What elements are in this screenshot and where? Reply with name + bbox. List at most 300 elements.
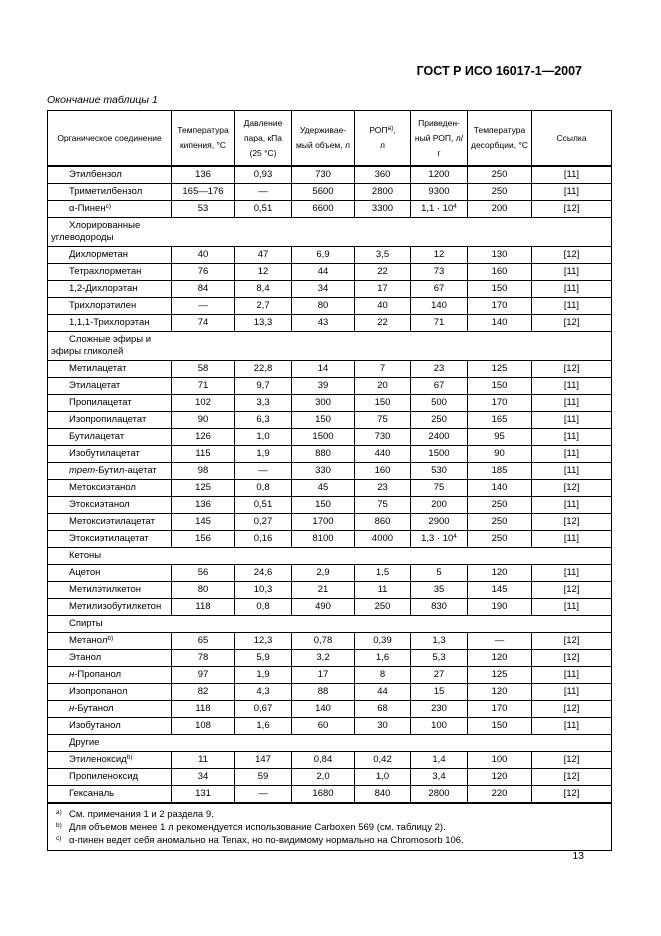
group-row-blank-cell bbox=[468, 218, 532, 247]
compound-label: 1,1,1-Трихлорэтан bbox=[69, 317, 150, 328]
cell-boiling-point bbox=[172, 786, 235, 804]
cell-value: [12] bbox=[563, 635, 580, 646]
cell-value: 10,3 bbox=[253, 584, 273, 595]
group-row-blank-cell bbox=[532, 548, 612, 565]
cell-value: 2800 bbox=[428, 788, 450, 799]
cell-value: — bbox=[198, 300, 208, 311]
cell-desorption-temp bbox=[468, 429, 532, 446]
cell-value: [12] bbox=[563, 771, 580, 782]
cell-value: 250 bbox=[491, 499, 508, 510]
table-row bbox=[48, 247, 612, 264]
compound-name bbox=[48, 184, 172, 201]
cell-value: 78 bbox=[197, 652, 209, 663]
cell-value: 2,9 bbox=[316, 567, 330, 578]
cell-reduced-rop bbox=[411, 633, 468, 650]
cell-reference bbox=[532, 752, 612, 769]
cell-value: 125 bbox=[491, 669, 508, 680]
cell-value: [11] bbox=[563, 266, 580, 277]
cell-value: 131 bbox=[195, 788, 211, 799]
compound-name bbox=[48, 412, 172, 429]
cell-retention-volume bbox=[292, 497, 355, 514]
cell-value: 120 bbox=[491, 771, 508, 782]
cell-boiling-point bbox=[172, 718, 235, 735]
cell-value: [11] bbox=[563, 397, 580, 408]
cell-reduced-rop bbox=[411, 718, 468, 735]
cell-retention-volume bbox=[292, 718, 355, 735]
column-header-compound: Органическое соединение bbox=[48, 111, 172, 167]
cell-value: 6,9 bbox=[316, 249, 330, 260]
cell-reduced-rop bbox=[411, 667, 468, 684]
cell-value: 58 bbox=[197, 363, 209, 374]
cell-desorption-temp bbox=[468, 786, 532, 804]
cell-vapor-pressure bbox=[235, 582, 292, 599]
cell-value: 190 bbox=[491, 601, 508, 612]
cell-boiling-point bbox=[172, 446, 235, 463]
cell-desorption-temp bbox=[468, 718, 532, 735]
compound-name bbox=[48, 480, 172, 497]
cell-retention-volume bbox=[292, 446, 355, 463]
compound-name bbox=[48, 701, 172, 718]
cell-reference bbox=[532, 701, 612, 718]
cell-value: 5 bbox=[436, 567, 442, 578]
compound-label: Метилэтилкетон bbox=[69, 584, 142, 595]
cell-value: 730 bbox=[374, 431, 391, 442]
cell-value: 136 bbox=[195, 169, 211, 180]
cell-value: 330 bbox=[315, 465, 331, 476]
cell-value: [12] bbox=[563, 652, 580, 663]
compound-label: Ацетон bbox=[69, 567, 101, 578]
cell-value: 150 bbox=[374, 397, 391, 408]
cell-rop bbox=[355, 429, 411, 446]
cell-desorption-temp bbox=[468, 769, 532, 786]
cell-reference bbox=[532, 633, 612, 650]
cell-reduced-rop bbox=[411, 769, 468, 786]
cell-boiling-point bbox=[172, 298, 235, 315]
cell-desorption-temp bbox=[468, 684, 532, 701]
group-row-blank-cell bbox=[532, 616, 612, 633]
table-row bbox=[48, 361, 612, 378]
cell-value: 1,3 · 10 bbox=[421, 533, 454, 544]
cell-rop bbox=[355, 480, 411, 497]
cell-reference bbox=[532, 247, 612, 264]
cell-reference bbox=[532, 531, 612, 548]
cell-rop bbox=[355, 514, 411, 531]
cell-rop bbox=[355, 281, 411, 298]
exponent: 4 bbox=[453, 533, 457, 540]
cell-value: 45 bbox=[317, 482, 329, 493]
cell-reduced-rop bbox=[411, 565, 468, 582]
cell-value: 490 bbox=[315, 601, 331, 612]
cell-value: 1700 bbox=[312, 516, 334, 527]
cell-value: [11] bbox=[563, 533, 580, 544]
cell-reference bbox=[532, 514, 612, 531]
cell-value: 4,3 bbox=[256, 686, 270, 697]
cell-value: 860 bbox=[374, 516, 391, 527]
compound-name bbox=[48, 247, 172, 264]
cell-reduced-rop bbox=[411, 446, 468, 463]
cell-boiling-point bbox=[172, 497, 235, 514]
cell-value: 44 bbox=[377, 686, 388, 697]
cell-retention-volume bbox=[292, 684, 355, 701]
cell-reference bbox=[532, 497, 612, 514]
cell-reference bbox=[532, 684, 612, 701]
cell-value: 730 bbox=[315, 169, 331, 180]
cell-value: 68 bbox=[377, 703, 388, 714]
cell-vapor-pressure bbox=[235, 166, 292, 184]
cell-desorption-temp bbox=[468, 201, 532, 218]
cell-reduced-rop bbox=[411, 298, 468, 315]
compound-name bbox=[48, 684, 172, 701]
group-row-blank-cell bbox=[292, 548, 355, 565]
compound-label: Дихлорметан bbox=[69, 249, 128, 260]
cell-value: 0,8 bbox=[256, 482, 270, 493]
cell-value: 360 bbox=[374, 169, 391, 180]
cell-retention-volume bbox=[292, 582, 355, 599]
cell-boiling-point bbox=[172, 247, 235, 264]
cell-value: 120 bbox=[491, 567, 508, 578]
cell-value: 125 bbox=[491, 363, 508, 374]
cell-value: 1,9 bbox=[256, 669, 270, 680]
cell-rop bbox=[355, 565, 411, 582]
cell-reference bbox=[532, 395, 612, 412]
table-row bbox=[48, 429, 612, 446]
cell-vapor-pressure bbox=[235, 531, 292, 548]
cell-boiling-point bbox=[172, 264, 235, 281]
cell-value: 120 bbox=[491, 686, 508, 697]
cell-vapor-pressure bbox=[235, 497, 292, 514]
cell-reduced-rop bbox=[411, 701, 468, 718]
compound-name bbox=[48, 429, 172, 446]
cell-vapor-pressure bbox=[235, 650, 292, 667]
cell-retention-volume bbox=[292, 463, 355, 480]
cell-value: [11] bbox=[563, 380, 580, 391]
cell-value: 5600 bbox=[312, 186, 334, 197]
group-row-blank-cell bbox=[172, 616, 235, 633]
cell-value: 118 bbox=[195, 601, 211, 612]
cell-value: 1500 bbox=[428, 448, 450, 459]
compound-name bbox=[48, 769, 172, 786]
cell-value: 170 bbox=[491, 300, 508, 311]
cell-desorption-temp bbox=[468, 565, 532, 582]
cell-rop bbox=[355, 378, 411, 395]
cell-value: — bbox=[494, 635, 505, 646]
group-row-blank-cell bbox=[411, 616, 468, 633]
table-row bbox=[48, 701, 612, 718]
cell-rop bbox=[355, 184, 411, 201]
cell-value: [12] bbox=[563, 584, 580, 595]
cell-value: 30 bbox=[377, 720, 388, 731]
cell-value: 0,42 bbox=[373, 754, 392, 765]
cell-reference bbox=[532, 667, 612, 684]
compound-label: Изобутилацетат bbox=[69, 448, 140, 459]
cell-vapor-pressure bbox=[235, 264, 292, 281]
table-row bbox=[48, 184, 612, 201]
table-row bbox=[48, 565, 612, 582]
cell-value: 22,8 bbox=[253, 363, 273, 374]
rop-label: РОП bbox=[369, 125, 388, 135]
cell-value: 147 bbox=[255, 754, 271, 765]
compound-name bbox=[48, 446, 172, 463]
cell-boiling-point bbox=[172, 565, 235, 582]
cell-reference bbox=[532, 315, 612, 332]
cell-desorption-temp bbox=[468, 264, 532, 281]
cell-value: 0,51 bbox=[253, 499, 273, 510]
column-header-reference: Ссылка bbox=[532, 111, 612, 167]
cell-value: 150 bbox=[315, 499, 331, 510]
cell-value: 12 bbox=[433, 249, 445, 260]
cell-boiling-point bbox=[172, 201, 235, 218]
cell-boiling-point bbox=[172, 633, 235, 650]
cell-value: 1,3 bbox=[432, 635, 446, 646]
cell-value: 530 bbox=[431, 465, 447, 476]
cell-reference bbox=[532, 769, 612, 786]
cell-value: 11 bbox=[377, 584, 388, 595]
compound-name bbox=[48, 514, 172, 531]
compound-name bbox=[48, 582, 172, 599]
cell-retention-volume bbox=[292, 412, 355, 429]
cell-value: 5,9 bbox=[256, 652, 270, 663]
cell-value: 3,3 bbox=[256, 397, 270, 408]
cell-value: 300 bbox=[315, 397, 331, 408]
table-row bbox=[48, 378, 612, 395]
cell-reduced-rop bbox=[411, 599, 468, 616]
group-row-blank-cell bbox=[355, 548, 411, 565]
cell-value: 250 bbox=[491, 516, 508, 527]
cell-value: 56 bbox=[197, 567, 209, 578]
table-row bbox=[48, 684, 612, 701]
group-row-blank-cell bbox=[468, 735, 532, 752]
cell-rop bbox=[355, 582, 411, 599]
compound-label: Трихлорэтилен bbox=[69, 300, 137, 311]
cell-value: [11] bbox=[563, 283, 580, 294]
table-notes bbox=[48, 803, 612, 851]
group-row-blank-cell bbox=[532, 735, 612, 752]
table-row bbox=[48, 582, 612, 599]
group-row-blank-cell bbox=[355, 735, 411, 752]
cell-reference bbox=[532, 184, 612, 201]
cell-value: 8,4 bbox=[256, 283, 270, 294]
cell-value: [12] bbox=[563, 788, 580, 799]
group-row-blank-cell bbox=[355, 332, 411, 361]
cell-vapor-pressure bbox=[235, 667, 292, 684]
group-row-blank-cell bbox=[532, 218, 612, 247]
table-row bbox=[48, 769, 612, 786]
note-b: b) Для объемов менее 1 л рекомендуется использование Carboxen 569 (см. таблицу 2). bbox=[56, 822, 446, 833]
table-body bbox=[48, 166, 612, 803]
cell-desorption-temp bbox=[468, 667, 532, 684]
cell-boiling-point bbox=[172, 378, 235, 395]
group-row-blank-cell bbox=[172, 218, 235, 247]
cell-value: 88 bbox=[317, 686, 329, 697]
compound-name bbox=[48, 633, 172, 650]
group-row-blank-cell bbox=[411, 735, 468, 752]
table-row bbox=[48, 281, 612, 298]
cell-rop bbox=[355, 463, 411, 480]
page-number: 13 bbox=[572, 850, 584, 862]
cell-value: 65 bbox=[197, 635, 209, 646]
cell-value: 185 bbox=[491, 465, 508, 476]
cell-reduced-rop bbox=[411, 361, 468, 378]
compound-label: Пропилацетат bbox=[69, 397, 132, 408]
group-row-blank-cell bbox=[411, 218, 468, 247]
cell-value: 20 bbox=[377, 380, 388, 391]
cell-value: 75 bbox=[433, 482, 445, 493]
compound-name bbox=[48, 650, 172, 667]
cell-boiling-point bbox=[172, 650, 235, 667]
compound-label: Метилацетат bbox=[69, 363, 127, 374]
group-row bbox=[48, 548, 612, 565]
group-row-blank-cell bbox=[292, 218, 355, 247]
cell-reference bbox=[532, 429, 612, 446]
cell-rop bbox=[355, 718, 411, 735]
cell-value: 3,5 bbox=[375, 249, 390, 260]
compound-name bbox=[48, 201, 172, 218]
cell-value: 140 bbox=[491, 482, 508, 493]
cell-value: 12 bbox=[257, 266, 269, 277]
group-row bbox=[48, 218, 612, 247]
cell-value: 1200 bbox=[428, 169, 450, 180]
cell-value: [12] bbox=[563, 317, 580, 328]
cell-reference bbox=[532, 480, 612, 497]
cell-retention-volume bbox=[292, 429, 355, 446]
cell-rop bbox=[355, 264, 411, 281]
cell-vapor-pressure bbox=[235, 446, 292, 463]
cell-value: 98 bbox=[197, 465, 209, 476]
cell-value: 3300 bbox=[371, 203, 394, 214]
table-row bbox=[48, 599, 612, 616]
compound-name bbox=[48, 565, 172, 582]
exponent: 4 bbox=[453, 203, 457, 210]
compound-name bbox=[48, 298, 172, 315]
cell-desorption-temp bbox=[468, 650, 532, 667]
cell-value: 60 bbox=[317, 720, 329, 731]
cell-boiling-point bbox=[172, 514, 235, 531]
cell-vapor-pressure bbox=[235, 514, 292, 531]
group-heading: Другие bbox=[48, 735, 172, 752]
cell-reference bbox=[532, 650, 612, 667]
group-row bbox=[48, 735, 612, 752]
cell-vapor-pressure bbox=[235, 684, 292, 701]
cell-value: 130 bbox=[491, 249, 508, 260]
cell-reference bbox=[532, 565, 612, 582]
cell-vapor-pressure bbox=[235, 201, 292, 218]
cell-value: 250 bbox=[491, 186, 508, 197]
cell-value: 34 bbox=[197, 771, 209, 782]
cell-reference bbox=[532, 582, 612, 599]
group-row-blank-cell bbox=[411, 548, 468, 565]
compound-name bbox=[48, 315, 172, 332]
compound-prefix: трет bbox=[69, 465, 96, 476]
cell-value: 0,39 bbox=[373, 635, 392, 646]
group-row-blank-cell bbox=[468, 616, 532, 633]
cell-value: 6,3 bbox=[256, 414, 270, 425]
cell-reduced-rop bbox=[411, 531, 468, 548]
cell-value: 22 bbox=[377, 317, 388, 328]
compound-name bbox=[48, 718, 172, 735]
cell-value: [11] bbox=[563, 720, 580, 731]
compound-name bbox=[48, 786, 172, 804]
cell-vapor-pressure bbox=[235, 298, 292, 315]
cell-boiling-point bbox=[172, 684, 235, 701]
group-row-blank-cell bbox=[292, 616, 355, 633]
group-row-blank-cell bbox=[292, 735, 355, 752]
cell-desorption-temp bbox=[468, 281, 532, 298]
cell-value: 75 bbox=[377, 499, 388, 510]
cell-value: 74 bbox=[197, 317, 209, 328]
cell-boiling-point bbox=[172, 480, 235, 497]
cell-rop bbox=[355, 315, 411, 332]
cell-value: [11] bbox=[563, 601, 580, 612]
cell-value: 97 bbox=[197, 669, 209, 680]
cell-rop bbox=[355, 166, 411, 184]
cell-value: [12] bbox=[563, 203, 580, 214]
table-row bbox=[48, 201, 612, 218]
cell-retention-volume bbox=[292, 264, 355, 281]
compound-name bbox=[48, 531, 172, 548]
cell-value: 40 bbox=[377, 300, 388, 311]
cell-rop bbox=[355, 769, 411, 786]
cell-reduced-rop bbox=[411, 315, 468, 332]
compound-prefix: н bbox=[69, 703, 75, 714]
cell-value: 2800 bbox=[371, 186, 394, 197]
cell-value: 43 bbox=[317, 317, 329, 328]
compound-name bbox=[48, 166, 172, 184]
cell-boiling-point bbox=[172, 361, 235, 378]
group-row-blank-cell bbox=[172, 735, 235, 752]
cell-vapor-pressure bbox=[235, 378, 292, 395]
cell-value: 53 bbox=[197, 203, 209, 214]
cell-reference bbox=[532, 463, 612, 480]
cell-value: 120 bbox=[491, 652, 508, 663]
cell-value: 6600 bbox=[312, 203, 334, 214]
compound-name bbox=[48, 463, 172, 480]
cell-value: 0,67 bbox=[253, 703, 273, 714]
cell-value: 13,3 bbox=[253, 317, 273, 328]
compound-label: Пропиленоксид bbox=[69, 771, 139, 782]
cell-value: — bbox=[258, 186, 268, 197]
table-row bbox=[48, 480, 612, 497]
cell-retention-volume bbox=[292, 786, 355, 804]
compound-name bbox=[48, 281, 172, 298]
cell-reduced-rop bbox=[411, 497, 468, 514]
cell-value: 160 bbox=[374, 465, 391, 476]
group-row-blank-cell bbox=[355, 616, 411, 633]
cell-value: 21 bbox=[317, 584, 329, 595]
cell-rop bbox=[355, 599, 411, 616]
cell-value: 115 bbox=[195, 448, 211, 459]
cell-vapor-pressure bbox=[235, 361, 292, 378]
cell-retention-volume bbox=[292, 281, 355, 298]
compound-name bbox=[48, 667, 172, 684]
cell-vapor-pressure bbox=[235, 429, 292, 446]
cell-vapor-pressure bbox=[235, 701, 292, 718]
cell-vapor-pressure bbox=[235, 599, 292, 616]
compound-label: Метанол bbox=[69, 635, 108, 646]
cell-desorption-temp bbox=[468, 247, 532, 264]
cell-desorption-temp bbox=[468, 412, 532, 429]
cell-value: 250 bbox=[374, 601, 391, 612]
cell-value: [12] bbox=[563, 363, 580, 374]
cell-value: 840 bbox=[374, 788, 391, 799]
compound-label: Этилацетат bbox=[69, 380, 121, 391]
compound-label: Этилбензол bbox=[69, 169, 122, 180]
cell-boiling-point bbox=[172, 701, 235, 718]
cell-reference bbox=[532, 264, 612, 281]
cell-rop bbox=[355, 201, 411, 218]
compound-label: Триметилбензол bbox=[69, 186, 143, 197]
table-row bbox=[48, 531, 612, 548]
cell-value: 27 bbox=[433, 669, 445, 680]
